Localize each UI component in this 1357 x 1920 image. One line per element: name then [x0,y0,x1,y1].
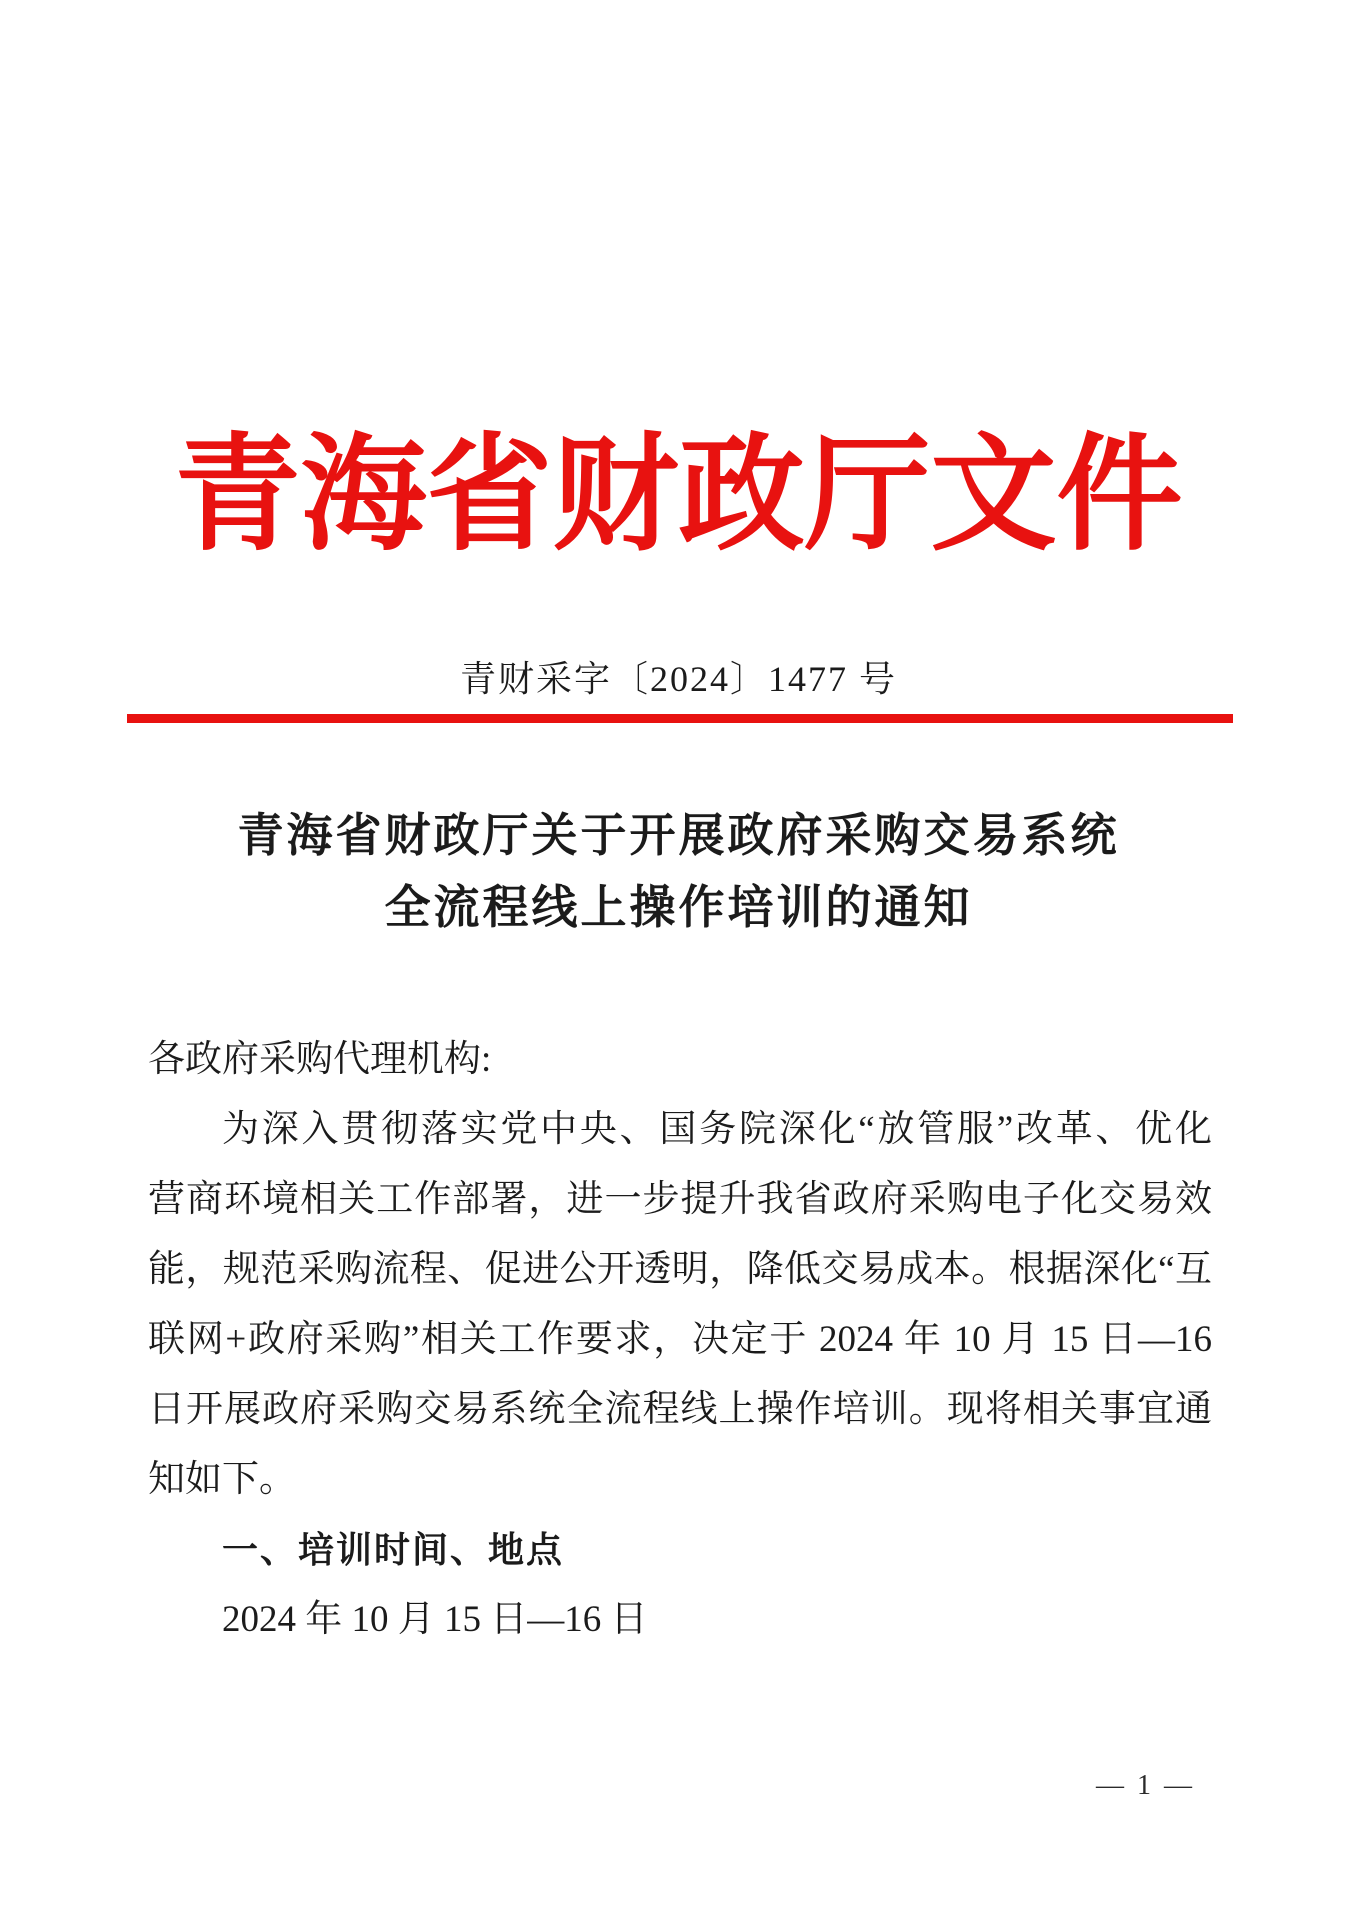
document-body [148,1025,1212,1655]
paragraph-line: 知如下。 [148,1459,296,1500]
paragraph-line: 日开展政府采购交易系统全流程线上操作培训。现将相关事宜通 [148,1389,1212,1430]
salutation: 各政府采购代理机构: [148,1039,492,1080]
document-title [0,800,1357,944]
paragraph-line: 能，规范采购流程、促进公开透明，降低交易成本。根据深化“互 [148,1249,1212,1290]
document-number: 青财采字〔2024〕1477 号 [459,659,897,699]
page-number: — 1 — [1096,1770,1195,1801]
document-title-line2: 全流程线上操作培训的通知 [384,882,973,933]
agency-header-title: 青海省财政厅文件 [174,427,1183,566]
training-date-line: 2024 年 10 月 15 日—16 日 [222,1599,648,1640]
red-divider-rule [127,714,1233,723]
section-heading-training-time-location: 一、培训时间、地点 [222,1529,565,1570]
paragraph-line: 营商环境相关工作部署，进一步提升我省政府采购电子化交易效 [148,1179,1212,1220]
paragraph-line: 为深入贯彻落实党中央、国务院深化“放管服”改革、优化 [222,1109,1212,1150]
document-title-line1: 青海省财政厅关于开展政府采购交易系统 [237,810,1120,861]
paragraph-line: 联网+政府采购”相关工作要求，决定于 2024 年 10 月 15 日—16 [148,1319,1212,1360]
